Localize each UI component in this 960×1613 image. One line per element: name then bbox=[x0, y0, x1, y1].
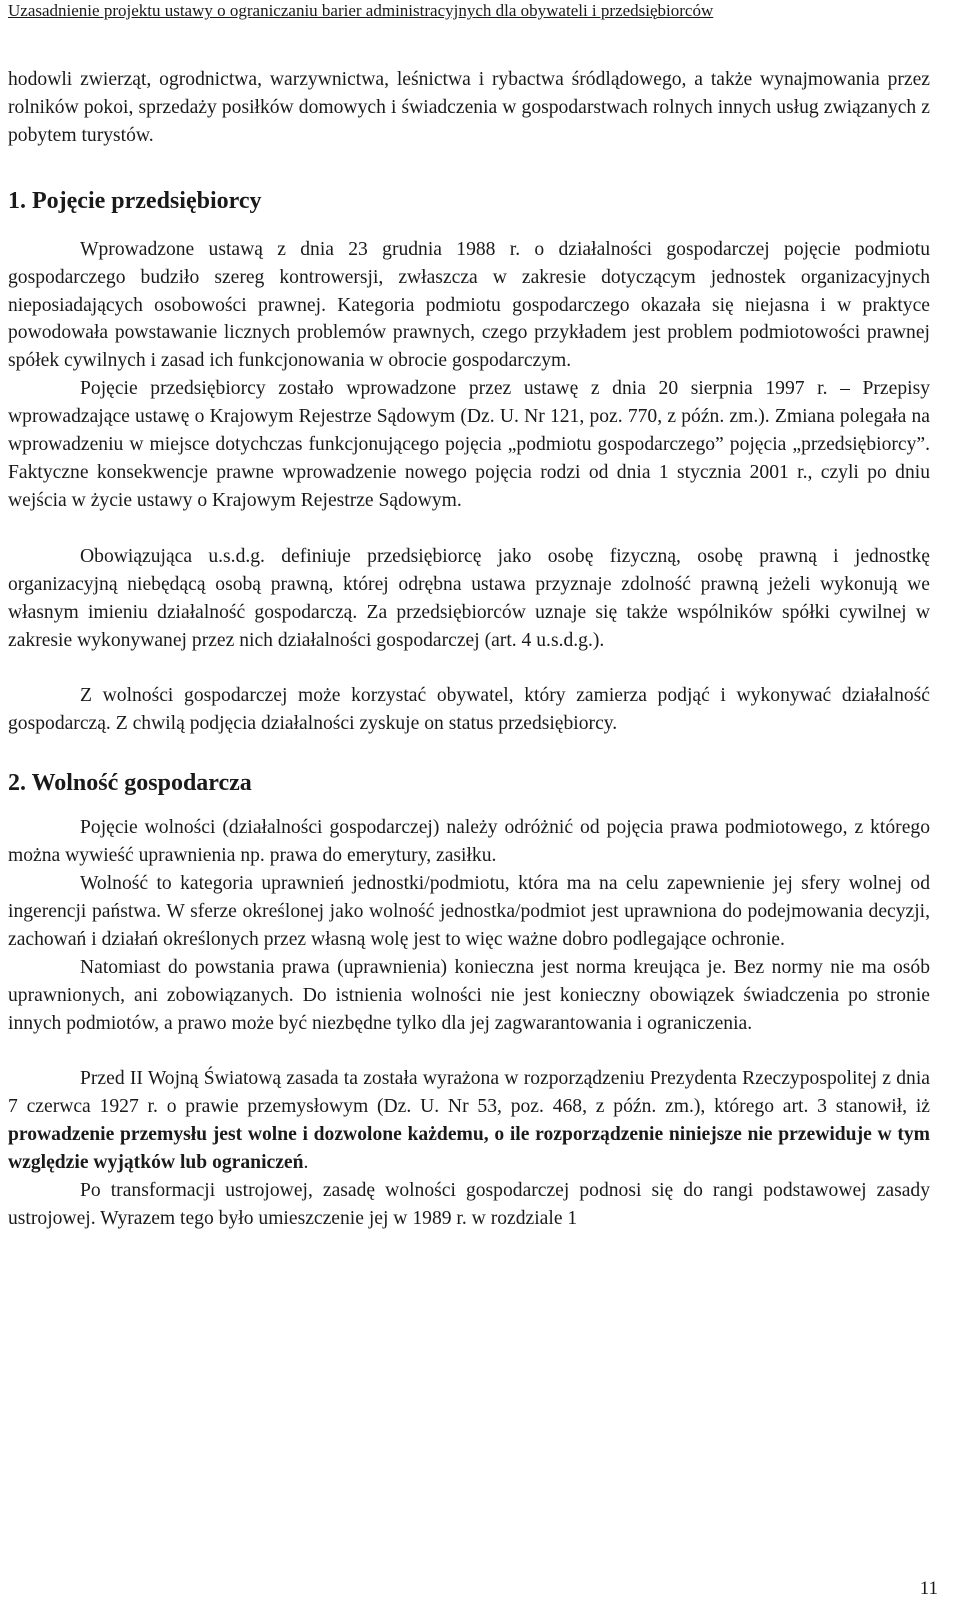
document-body bbox=[8, 66, 930, 1233]
section-2-paragraph-2: Wolność to kategoria uprawnień jednostki/podmiotu, która ma na celu zapewnienie jej sfery wolnej od ingerencji państwa. W sferze określonej jako wolność jednostka/podmiot jest uprawniona do podejmowania decyzji, zachowań i działań określonych przez własną wolę jest to więc ważne dobro podlegające ochronie. bbox=[8, 873, 930, 950]
section-1-heading: 1. Pojęcie przedsiębiorcy bbox=[8, 187, 262, 214]
section-2-paragraph-3: Natomiast do powstania prawa (uprawnienia) konieczna jest norma kreująca je. Bez normy nie ma osób uprawnionych, ani zobowiązanych. Do istnienia wolności nie jest konieczny obowiązek świadczenia po stronie innych podmiotów, a prawo może być niezbędne tylko dla jej zagwarantowania i ograniczenia. bbox=[8, 956, 930, 1034]
section-2-heading: 2. Wolność gospodarcza bbox=[8, 770, 252, 797]
running-header-title: Uzasadnienie projektu ustawy o ograniczaniu barier administracyjnych dla obywateli i przedsiębiorców bbox=[8, 1, 714, 20]
quoted-regulation-bold: prowadzenie przemysłu jest wolne i dozwolone każdemu, o ile rozporządzenie niniejsze nie przewiduje w tym względzie wyjątków lub ograniczeń bbox=[8, 1124, 930, 1174]
section-2-paragraph-5: Po transformacji ustrojowej, zasadę wolności gospodarczej podnosi się do rangi podstawowej zasady ustrojowej. Wyrazem tego było umieszczenie jej w 1989 r. w rozdziale 1 bbox=[8, 1180, 930, 1229]
intro-paragraph: hodowli zwierząt, ogrodnictwa, warzywnictwa, leśnictwa i rybactwa śródlądowego, a także wynajmowania przez rolników pokoi, sprzedaży posiłków domowych i świadczenia w gospodarstwach rolnych innych usług związanych z pobytem turystów. bbox=[8, 69, 930, 146]
section-1-paragraph-4: Z wolności gospodarczej może korzystać obywatel, który zamierza podjąć i wykonywać działalność gospodarczą. Z chwilą podjęcia działalności zyskuje on status przedsiębiorcy. bbox=[8, 685, 930, 735]
section-2-paragraph-1: Pojęcie wolności (działalności gospodarczej) należy odróżnić od pojęcia prawa podmiotowego, z którego można wywieść uprawnienia np. prawa do emerytury, zasiłku. bbox=[8, 817, 930, 867]
paragraph-4-text-start: Przed II Wojną Światową zasada ta została wyrażona w rozporządzeniu Prezydenta Rzeczypospolitej z dnia 7 czerwca 1927 r. o prawie przemysłowym (Dz. U. Nr 53, poz. 468, z późn. zm.), którego art. 3 stanowił, iż bbox=[8, 1068, 930, 1118]
section-1-paragraph-1: Wprowadzone ustawą z dnia 23 grudnia 1988 r. o działalności gospodarczej pojęcie podmiotu gospodarczego budziło szereg kontrowersji, zwłaszcza w zakresie dotyczącym jednostek organizacyjnych nieposiadających osobowości prawnej. Kategoria podmiotu gospodarczego okazała się niejasna i w praktyce powodowała powstawanie licznych problemów prawnych, czego przykładem jest problem podmiotowości prawnej spółek cywilnych i zasad ich funkcjonowania w obrocie gospodarczym. bbox=[8, 238, 930, 372]
section-2-paragraph-4 bbox=[8, 1065, 930, 1177]
section-1-paragraph-3: Obowiązująca u.s.d.g. definiuje przedsiębiorcę jako osobę fizyczną, osobę prawną i jednostkę organizacyjną niebędącą osobą prawną, której odrębna ustawa przyznaje zdolność prawną jeżeli wykonują we własnym imieniu działalność gospodarczą. Za przedsiębiorców uznaje się także wspólników spółki cywilnej w zakresie wykonywanej przez nich działalności gospodarczej (art. 4 u.s.d.g.). bbox=[8, 545, 930, 651]
page-number: 11 bbox=[919, 1578, 938, 1599]
section-1-paragraph-2: Pojęcie przedsiębiorcy zostało wprowadzone przez ustawę z dnia 20 sierpnia 1997 r. – Przepisy wprowadzające ustawę o Krajowym Rejestrze Sądowym (Dz. U. Nr 121, poz. 770, z późn. zm.). Zmiana polegała na wprowadzeniu w miejsce dotychczas funkcjonującego pojęcia „podmiotu gospodarczego” pojęcia „przedsiębiorcy”. Faktyczne konsekwencje prawne wprowadzenie nowego pojęcia rodzi od dnia 1 stycznia 2001 r., czyli po dniu wejścia w życie ustawy o Krajowym Rejestrze Sądowym. bbox=[8, 378, 930, 511]
paragraph-4-text-end: . bbox=[303, 1152, 309, 1174]
